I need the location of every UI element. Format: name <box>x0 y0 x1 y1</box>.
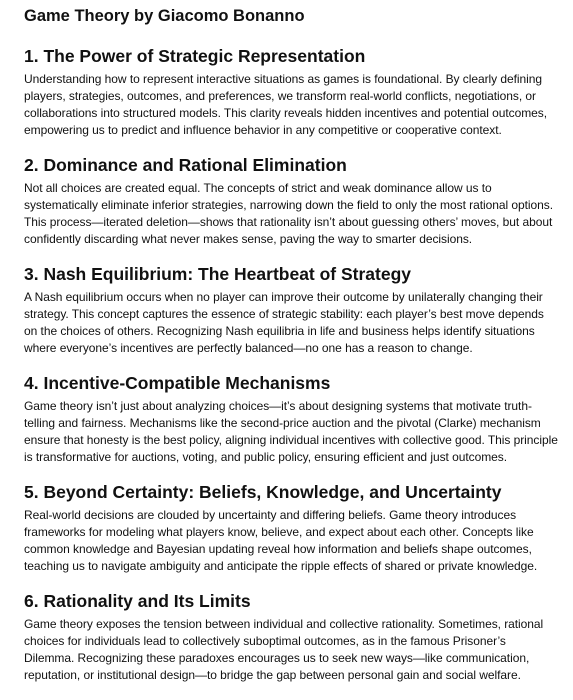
section-nash-equilibrium <box>24 263 559 357</box>
section-incentive-mechanisms <box>24 372 559 466</box>
section-rationality-limits <box>24 590 559 684</box>
section-heading: 6. Rationality and Its Limits <box>24 591 251 611</box>
document-title: Game Theory by Giacomo Bonanno <box>24 7 305 25</box>
section-heading: 2. Dominance and Rational Elimination <box>24 155 347 175</box>
section-body: Real-world decisions are clouded by uncertainty and differing beliefs. Game theory introduces frameworks for modeling what players know, believe, and expect about each other. Concepts like common knowledge and Bayesian updating reveal how information and beliefs shape outcomes, teaching us to navigate ambiguity and anticipate the ripple effects of shared or private knowledge. <box>24 508 538 573</box>
section-beliefs-uncertainty <box>24 481 559 575</box>
section-heading: 4. Incentive-Compatible Mechanisms <box>24 373 331 393</box>
section-heading: 3. Nash Equilibrium: The Heartbeat of Strategy <box>24 264 412 284</box>
section-body: Game theory isn’t just about analyzing choices—it’s about designing systems that motivate truth-telling and fairness. Mechanisms like the second-price auction and the pivotal (Clarke) mechanism ensure that honesty is the best policy, aligning individual incentives with collective good. This principle is transformative for auctions, voting, and public policy, ensuring efficient and just outcomes. <box>24 399 558 464</box>
section-dominance <box>24 154 559 248</box>
section-strategic-representation <box>24 45 559 139</box>
section-body: Game theory exposes the tension between individual and collective rationality. Sometimes, rational choices for individuals lead to collectively suboptimal outcomes, as in the famous Prisoner’s Dilemma. Recognizing these paradoxes encourages us to seek new ways—like communication, reputation, or institutional design—to bridge the gap between personal gain and social welfare. <box>24 617 544 682</box>
section-body: Not all choices are created equal. The concepts of strict and weak dominance allow us to systematically eliminate inferior strategies, narrowing down the field to only the most rational options. This process—iterated deletion—shows that rationality isn’t about guessing others’ moves, but about confidently discarding what never makes sense, paving the way to smarter decisions. <box>24 181 554 246</box>
section-body: Understanding how to represent interactive situations as games is foundational. By clearly defining players, strategies, outcomes, and preferences, we transform real-world conflicts, negotiations, or collaborations into structured models. This clarity reveals hidden incentives and potential outcomes, empowering us to predict and influence behavior in any competitive or cooperative context. <box>24 72 548 137</box>
section-heading: 1. The Power of Strategic Representation <box>24 46 366 66</box>
section-body: A Nash equilibrium occurs when no player can improve their outcome by unilaterally changing their strategy. This concept captures the essence of strategic stability: each player’s best move depends on the choices of others. Recognizing Nash equilibria in life and business helps identify situations where everyone’s incentives are perfectly balanced—no one has a reason to change. <box>24 290 544 355</box>
section-heading: 5. Beyond Certainty: Beliefs, Knowledge, and Uncertainty <box>24 482 502 502</box>
